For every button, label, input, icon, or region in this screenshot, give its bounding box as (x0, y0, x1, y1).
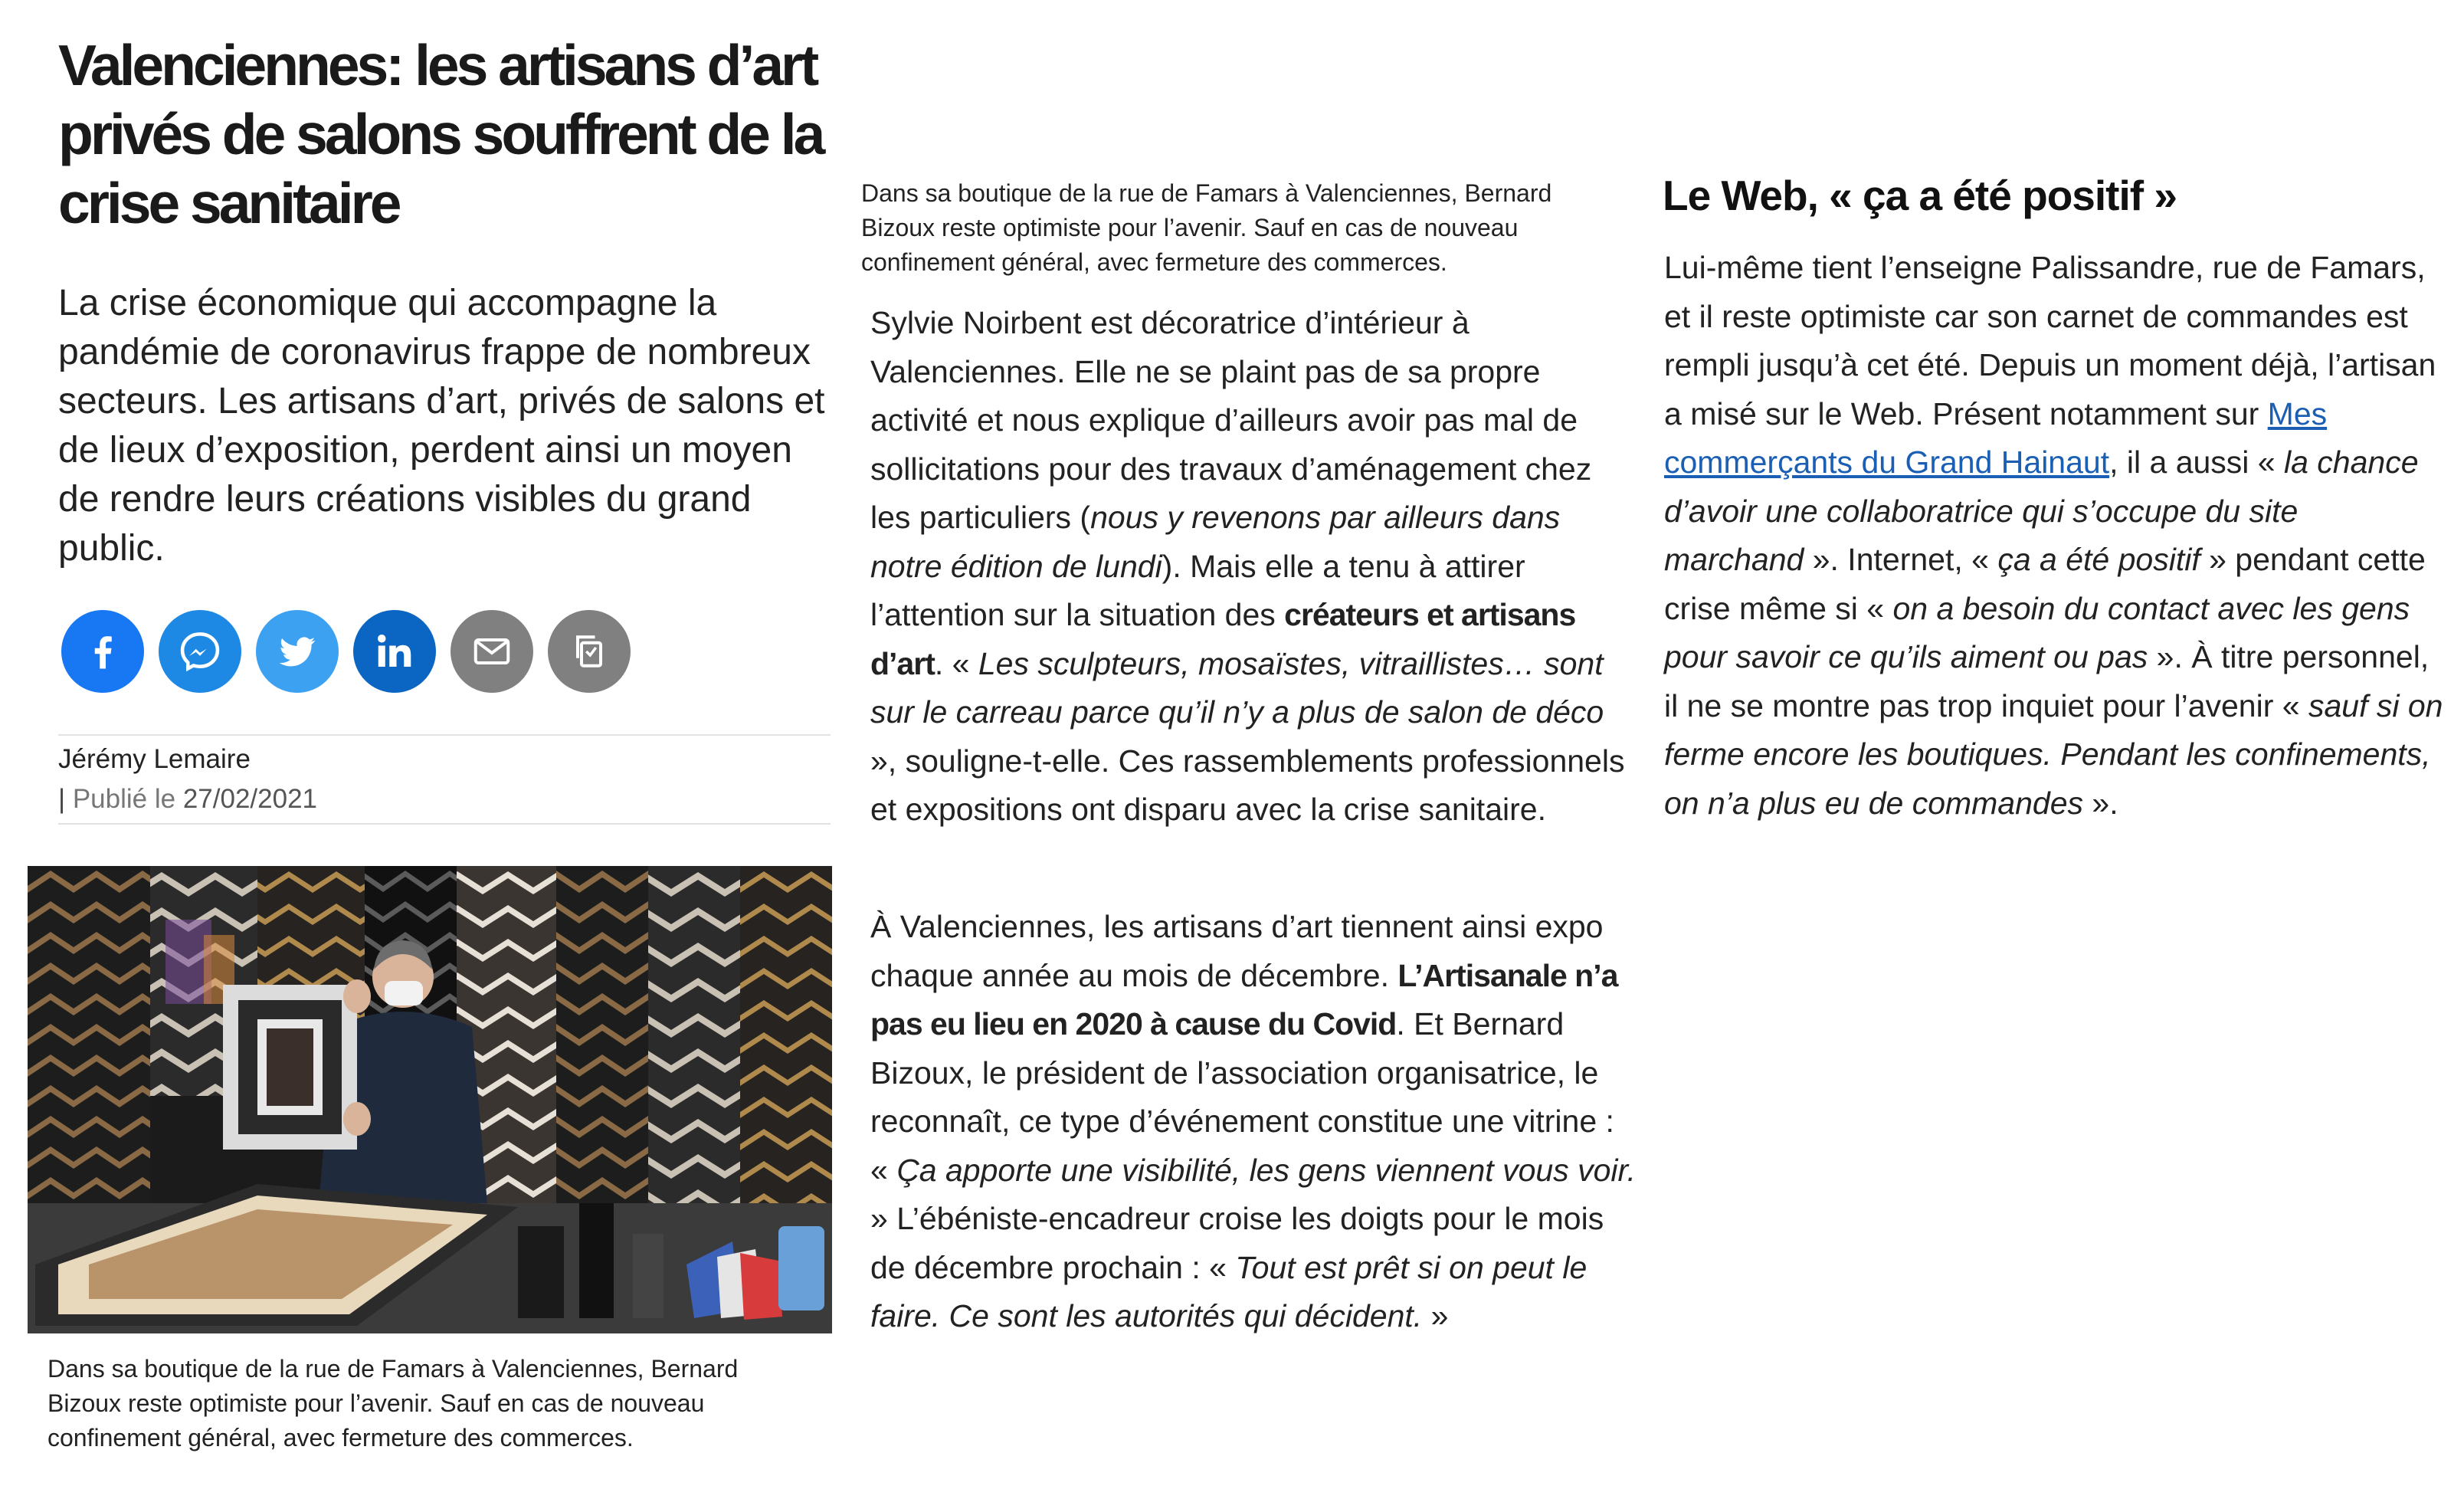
article-photo (28, 866, 832, 1333)
article-lead: La crise économique qui accompagne la pandémie de coronavirus frappe de nombreux secteurs. Les artisans d’art, privés de salons et de lieux d’exposition, perdent ainsi un moyen de rendre leurs créations visibles du grand public. (58, 283, 825, 569)
frame-shop-photo (28, 866, 832, 1333)
email-icon (469, 628, 515, 674)
publication-date (58, 780, 317, 818)
body-paragraph-2: À Valenciennes, les artisans d’art tiennent ainsi expo chaque année au mois de décembre. L’Artisanale n’a pas eu lieu en 2020 à cause du Covid. Et Bernard Bizoux, le président de l’association organisatrice, le reconnaît, ce type d’événement constitue une vitrine : « Ça apporte une visibilité, les gens viennent vous voir. » L’ébéniste-encadreur croise les doigts pour le mois de décembre prochain : « Tout est prêt si on peut le faire. Ce sont les autorités qui décident. » (870, 909, 1637, 1333)
twitter-share-button[interactable] (256, 610, 339, 693)
twitter-icon (274, 628, 321, 675)
byline-bottom-divider (58, 823, 831, 825)
messenger-icon (175, 627, 224, 676)
share-bar (61, 610, 631, 693)
copy-icon (566, 628, 612, 674)
published-label: Publié le (72, 784, 176, 814)
linkedin-icon (372, 628, 418, 674)
photo-caption-duplicate: Dans sa boutique de la rue de Famars à Valenciennes, Bernard Bizoux reste optimiste pour l’avenir. Sauf en cas de nouveau confinement général, avec fermeture des commerces. (861, 179, 1552, 276)
mes-commercants-link[interactable]: Mes commerçants du Grand Hainaut (1664, 395, 2328, 480)
body-paragraph-3: Lui-même tient l’enseigne Palissandre, rue de Famars, et il reste optimiste car son carnet de commandes est rempli jusqu’à cet été. Depuis un moment déjà, l’artisan a misé sur le Web. Présent notamment sur Mes commerçants du Grand Hainaut, il a aussi « la chance d’avoir une collaboratrice qui s’occupe du site marchand ». Internet, « ça a été positif » pendant cette crise même si « on a besoin du contact avec les gens pour savoir ce qu’ils aiment ou pas ». À titre personnel, il ne se montre pas trop inquiet pour l’avenir « sauf si on ferme encore les boutiques. Pendant les confinements, on n’a plus eu de commandes ». (1664, 250, 2443, 821)
facebook-icon (80, 628, 126, 674)
byline-top-divider (58, 734, 831, 736)
date-separator: | (58, 784, 66, 814)
photo-caption: Dans sa boutique de la rue de Famars à Valenciennes, Bernard Bizoux reste optimiste pour l’avenir. Sauf en cas de nouveau confinement général, avec fermeture des commerces. (48, 1355, 739, 1451)
copy-link-button[interactable] (548, 610, 631, 693)
facebook-share-button[interactable] (61, 610, 144, 693)
section-heading: Le Web, « ça a été positif » (1663, 172, 2177, 219)
linkedin-share-button[interactable] (353, 610, 436, 693)
body-paragraph-1: Sylvie Noirbent est décoratrice d’intérieur à Valenciennes. Elle ne se plaint pas de sa propre activité et nous explique d’ailleurs avoir pas mal de sollicitations pour des travaux d’aménagement chez les particuliers (nous y revenons par ailleurs dans notre édition de lundi). Mais elle a tenu à attirer l’attention sur la situation des créateurs et artisans d’art. « Les sculpteurs, mosaïstes, vitraillistes… sont sur le carreau parce qu’il n’y a plus de salon de déco », souligne-t-elle. Ces rassemblements professionnels et expositions ont disparu avec la crise sanitaire. (870, 305, 1625, 827)
email-share-button[interactable] (451, 610, 533, 693)
author-name: Jérémy Lemaire (58, 744, 251, 774)
article-title: Valenciennes: les artisans d’art privés de salons souffrent de la crise sanitaire (58, 33, 823, 235)
messenger-share-button[interactable] (159, 610, 241, 693)
published-date: 27/02/2021 (182, 784, 317, 814)
